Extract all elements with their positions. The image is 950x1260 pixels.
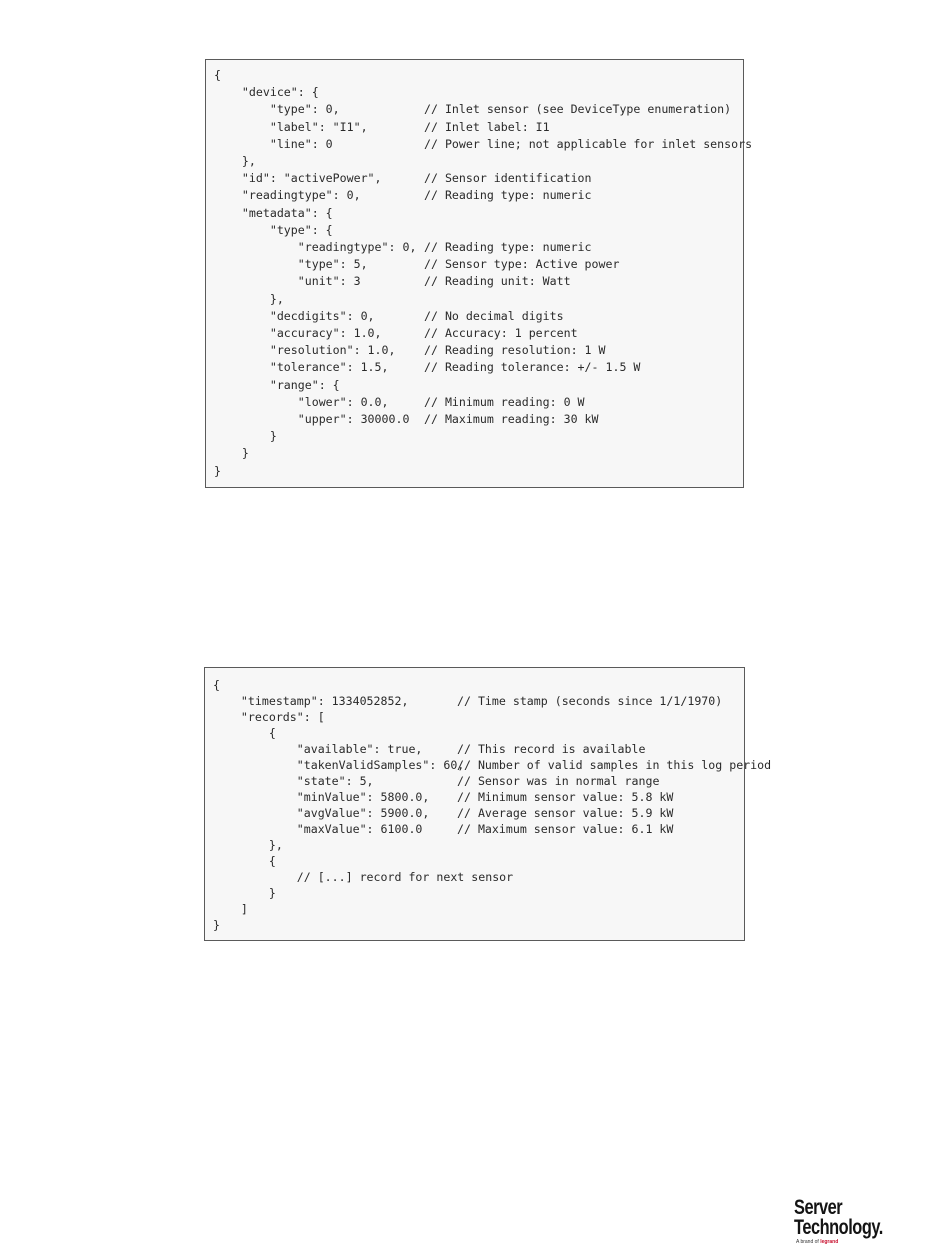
code-line: "upper": 30000.0 [214,412,410,426]
code-line: "lower": 0.0, [214,394,389,409]
code-comment: // Reading type: numeric [424,188,592,203]
code-line: "type": { [214,222,333,237]
code-line: "unit": 3 [214,274,361,289]
code-line: // [...] record for next sensor [213,870,514,884]
code-line: "label": "I1", [214,119,368,134]
code-line: }, [213,838,283,852]
code-line: "id": "activePower", [214,171,382,186]
code-line: }, [214,154,256,168]
code-comment: // Power line; not applicable for inlet sensors [424,136,753,151]
code-line: "state": 5, [213,774,374,788]
code-comment: // Maximum sensor value: 6.1 kW [457,822,674,836]
code-line: "decdigits": 0, [214,308,375,323]
code-line: } [214,446,249,461]
code-comment: // Reading unit: Watt [424,274,571,289]
code-line: "available": true, [213,742,423,756]
code-comment: // Reading resolution: 1 W [424,343,606,358]
code-line: { [214,68,221,82]
legrand-brand: legrand [820,1239,839,1245]
code-line: { [213,726,276,740]
code-line: "device": { [214,85,319,100]
server-technology-logo [794,1197,904,1249]
code-block-log-records [204,667,772,941]
code-comment: // Number of valid samples in this log period [457,758,772,772]
code-line: "type": 5, [214,257,368,272]
code-comment: // Average sensor value: 5.9 kW [457,806,674,820]
code-comment: // Maximum reading: 30 kW [424,412,599,426]
code-line: } [213,918,220,932]
code-line: "records": [ [213,710,325,724]
code-line: "metadata": { [214,205,333,220]
code-comment: // Sensor identification [424,171,592,186]
code-line: } [214,429,277,444]
code-line: } [213,886,276,900]
code-line: "maxValue": 6100.0 [213,822,423,836]
code-line: } [214,463,221,478]
code-comment: // Inlet label: I1 [424,119,550,134]
code-line: "timestamp": 1334052852, [213,694,409,708]
code-comment: // This record is available [457,742,646,756]
logo-tagline [796,1239,838,1245]
code-line: "readingtype": 0, [214,188,361,203]
code-comment: // Minimum sensor value: 5.8 kW [457,790,674,804]
code-comment: // Sensor type: Active power [424,257,620,272]
logo-word-technology: Technology. [794,1216,883,1239]
code-comment: // Minimum reading: 0 W [424,394,585,409]
code-comment: // Time stamp (seconds since 1/1/1970) [457,694,723,708]
code-line: "tolerance": 1.5, [214,360,389,375]
code-line: }, [214,291,284,306]
code-line: "minValue": 5800.0, [213,790,430,804]
code-line: ] [213,902,248,916]
code-comment: // Reading type: numeric [424,240,592,254]
code-block-sensor-metadata [205,59,753,488]
code-comment: // Reading tolerance: +/- 1.5 W [424,360,641,375]
code-line: { [213,854,276,868]
code-line: "range": { [214,377,340,392]
code-comment: // Accuracy: 1 percent [424,326,578,340]
code-comment: // No decimal digits [424,308,564,323]
code-line: { [213,678,220,692]
code-line: "avgValue": 5900.0, [213,806,430,820]
code-line: "type": 0, [214,102,340,117]
code-line: "accuracy": 1.0, [214,326,382,340]
code-comment: // Sensor was in normal range [457,774,660,788]
tagline-prefix: A brand of [796,1239,819,1245]
code-line: "readingtype": 0, [214,240,417,254]
code-comment: // Inlet sensor (see DeviceType enumeration) [424,102,732,117]
code-line: "resolution": 1.0, [214,343,396,358]
code-line: "line": 0 [214,136,333,151]
logo-word-server: Server [794,1196,843,1219]
code-line: "takenValidSamples": 60, [213,758,465,772]
